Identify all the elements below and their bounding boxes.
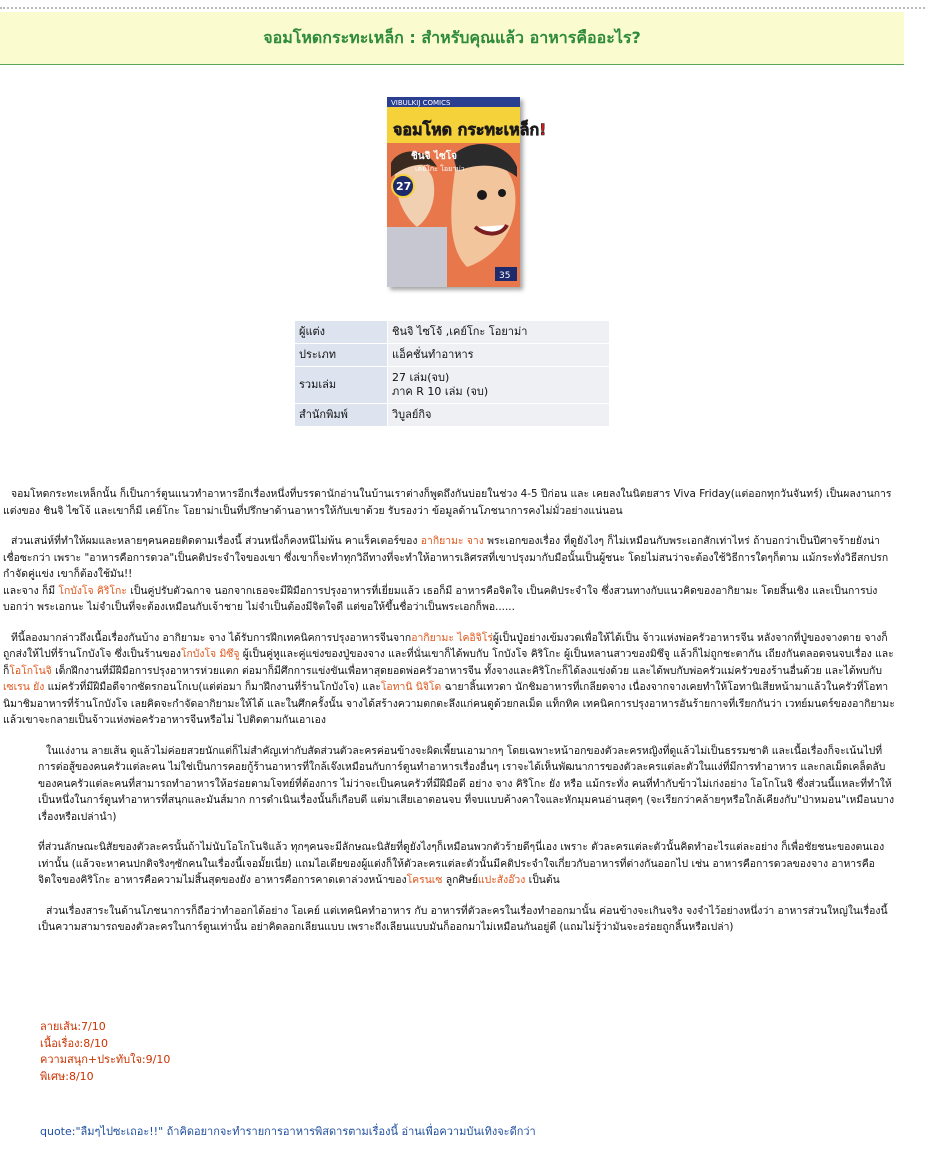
score-story: เนื้อเรื่อง:8/10 bbox=[40, 1036, 108, 1050]
info-row-volumes bbox=[295, 367, 609, 403]
cover-author-line2: เคย์โกะ โอยาม่า bbox=[415, 165, 465, 173]
character-name: โอทานิ นิจิโด bbox=[380, 681, 442, 693]
article-paragraph: ส่วนเรื่องสาระในด้านโภชนาการก็ถือว่าทำออกได้อย่าง โอเคย์ แต่เทคนิคทำอาหาร กับ อาหารที่ตัวละครในเรื่องทำออกมานั้น ค่อนข้างจะเกินจริง จงจำไว้อย่างหนึ่งว่า อาหารส่วนใหญ่ในเรื่องนี้ เป็นความสามารถของตัวละครในการ์ตูนเท่านั้น อย่าคิดลอกเลียนแบบ เพราะถึงเลียนแบบมันก็ออกมาไม่เหมือนกันอยู่ดี (แถมไม่รู้ว่ามันจะอร่อยถูกลิ้นหรือเปล่า) bbox=[38, 904, 888, 933]
info-row-genre bbox=[295, 344, 609, 366]
top-dotted-divider bbox=[0, 7, 925, 9]
review-article bbox=[0, 486, 895, 950]
cover-art bbox=[387, 97, 547, 287]
character-name: อากิยามะ จาง bbox=[420, 535, 484, 547]
article-paragraph: ในแง่งาน ลายเส้น ดูแล้วไม่ค่อยสวยนักแต่ก็ไม่สำคัญเท่ากับสัดส่วนตัวละครค่อนข้างจะผิดเพี้ยนเอามากๆ โดยเฉพาะหน้าอกของตัวละครหญิงที่ดูแล้วไม่เป็นธรรมชาติ และเนื้อเรื่องก็จะเน้นไปที่การต่อสู้ของคนครัวแต่ละคน ไม่ใช่เป็นการคอยกู้ร้านอาหารที่ใกล้เจ๊งเหมือนกับการ์ตูนทำอาหารเรื่องอื่นๆ เราจะได้เห็นพัฒนาการของตัวละครแต่ละตัวในแง่ที่มีการทำอาหาร และกลเม็ดเคล็ดลับของคนครัวแต่ละคนที่สามารถทำอาหารให้อร่อยตามโจทย์ที่ต้องการ ไม่ว่าจะเป็นคนครัวที่มีฝีมือดี อย่าง จาง คิริโกะ ยัง หรือ แม้กระทั่ง คนที่ทำกับข้าวไม่เก่งอย่าง โอโกโนจิ ซึ่งส่วนนี้แหละที่ทำให้เป็นหนึ่งในการ์ตูนทำอาหารที่สนุกและมันส์มาก การดำเนินเรื่องนั้นก็เกือบดี แต่มาเสียเอาตอนจบ ที่จบแบบค้างคาใจและหักมุมคนอ่านสุดๆ (จะเรียกว่าคล้ายๆหรือใกล้เคียงกับ"ป่าหมอน"เหมือนบางเรื่องหรือเปล่านำ) bbox=[38, 744, 895, 823]
cover-price: 35 bbox=[499, 271, 511, 281]
info-label: ผู้แต่ง bbox=[295, 321, 387, 343]
score-fun: ความสนุก+ประทับใจ:9/10 bbox=[40, 1053, 171, 1066]
info-label: ประเภท bbox=[295, 344, 387, 366]
character-name: โกบังโจ มิซึจู bbox=[180, 648, 240, 660]
review-quote: quote:"ลืมๆไปซะเถอะ!!" ถ้าคิดอยากจะทำรายการอาหารพิสดารตามเรื่องนี้ อ่านเพื่อความบันเทิงจะดีกว่า bbox=[40, 1125, 536, 1138]
cover-brand: VIBULKIJ COMICS bbox=[391, 99, 451, 107]
page-title: จอมโหดกระทะเหล็ก : สำหรับคุณแล้ว อาหารคืออะไร? bbox=[263, 27, 641, 47]
character-name: เซเรน ยัง bbox=[3, 681, 45, 693]
info-row-author bbox=[295, 321, 609, 343]
character-name: อากิยามะ ไคอิจิโร่ bbox=[411, 631, 493, 644]
info-row-publisher bbox=[295, 404, 609, 426]
article-paragraph: ส่วนเสน่ห์ที่ทำให้ผมและหลายๆคนคอยติดตามเรื่องนี้ ส่วนหนึ่งก็คงหนีไม่พ้น คาแร็คเตอร์ของ อากิยามะ จาง พระเอกของเรื่อง ที่ดูยังไงๆ ก็ไม่เหมือนกับพระเอกสักเท่าไหร่ ถ้าบอกว่าเป็นปีศาจร้ายยังน่าเชื่อซะกว่า เพราะ "อาหารคือการดวล"เป็นคติประจำใจของเขา ซึ่งเขาก็จะทำทุกวิถีทางที่จะทำให้อาหารเลิศรสที่เขาปรุงมากับมือนั้นเป็นผู้ชนะ โดยไม่สนว่าจะต้องใช้วิธีการใดๆก็ตาม แม้กระทั่งวิธีสกปรกกำจัดคู่แข่ง เขาก็ต้องใช้มัน!! และจาง ก็มี โกบังโจ คิริโกะ เป็นคู่ปรับตัวฉกาจ นอกจากเธอจะมีฝีมือการปรุงอาหารที่เยี่ยมแล้ว เธอก็มี อาหารคือจิตใจ เป็นคติประจำใจ ซึ่งสวนทางกับแนวคิดของอากิยามะ โดยสิ้นเชิง และเป็นการบ่งบอกว่า พระเอกนะ ไม่จำเป็นที่จะต้องเหมือนกับเจ้าชาย ไม่จำเป็นต้องมีจิตใจดี แต่ขอให้ขึ้นชื่อว่าเป็นพระเอกก็พอ...... bbox=[3, 535, 889, 613]
book-info-table bbox=[294, 320, 610, 427]
cover-series-title: จอมโหด กระทะเหล็ก! bbox=[393, 120, 547, 139]
character-name: แปะสังอ๊วง bbox=[477, 874, 526, 886]
score-list bbox=[40, 1019, 170, 1085]
article-paragraph: ทีนี้ลองมากล่าวถึงเนื้อเรื่องกันบ้าง อากิยามะ จาง ได้รับการฝึกเทคนิคการปรุงอาหารจีนจากอากิยามะ ไคอิจิโร่ผู้เป็นปู่อย่างเข้มงวดเพื่อให้ได้เป็น จ้าวแห่งพ่อครัวอาหารจีน หลังจากที่ปู่ของจางตาย จางก็ถูกส่งให้ไปที่ร้านโกบังโจ ซึ่งเป็นร้านของโกบังโจ มิซึจู ผู้เป็นคู่หูและคู่แข่งของปู่ของจาง และที่นั่นเขาก็ได้พบกับ โกบังโจ คิริโกะ ผู้เป็นหลานสาวของมิซึจู แล้วก็ไม่ถูกชะตากัน เถียงกันตลอดจนจบเรื่อง และก็โอโกโนจิ เด็กฝึกงานที่มีฝีมือการปรุงอาหารห่วยแตก ต่อมาก็มีศึกการแข่งขันเพื่อหาสุดยอดพ่อครัวอาหารจีน ทั้งจางและคิริโกะก็ได้ลงแข่งด้วย และได้พบกับพ่อครัวแม่ครัวของร้านอื่นด้วย และได้พบกับ เซเรน ยัง แม่ครัวที่มีฝีมือดีจากซัดรกอนโกเบ(แต่ต่อมา ก็มาฝึกงานที่ร้านโกบังโจ) และโอทานิ นิจิโด ฉายาลิ้นเทวดา นักชิมอาหารที่เกลียดจาง เนื่องจากจางเคยทำให้โอทานิเสียหน้ามาแล้วในครัวที่โอทานิมาชิมอาหารที่ร้านโกบังโจ เลยคิดจะกำจัดอากิยามะให้ได้ และในศึกครั้งนั้น จางได้สร้างความตกตะลึงแก่คนดูด้วยกลเม็ด แท็กทิค เทคนิคการปรุงอาหารอันร้ายกาจที่เรียกกันว่า เวทย์มนตร์ของอากิยามะ แล้วเขาจะกลายเป็นจ้าวแห่งพ่อครัวอาหารจีนหรือไม่ ไปติดตามกันเอาเอง bbox=[3, 631, 895, 726]
score-art: ลายเส้น:7/10 bbox=[40, 1020, 106, 1033]
book-cover-image bbox=[387, 97, 547, 287]
character-name: โกบังโจ คิริโกะ bbox=[58, 584, 127, 597]
character-name: โอโกโนจิ bbox=[9, 664, 52, 677]
info-value: แอ็คชั่นทำอาหาร bbox=[388, 344, 609, 366]
cover-volume-number: 27 bbox=[396, 180, 412, 193]
info-value-line: ภาค R 10 เล่ม (จบ) bbox=[392, 385, 489, 398]
info-label: สำนักพิมพ์ bbox=[295, 404, 387, 426]
title-bar bbox=[0, 12, 904, 65]
info-value bbox=[388, 367, 609, 403]
article-paragraph: จอมโหดกระทะเหล็กนั้น ก็เป็นการ์ตูนแนวทำอาหารอีกเรื่องหนึ่งที่บรรดานักอ่านในบ้านเราต่างก็พูดถึงกันบ่อยในช่วง 4-5 ปีก่อน และ เคยลงในนิตยสาร Viva Friday(แต่ออกทุกวันจันทร์) เป็นผลงานการแต่งของ ชินจิ ไซโจ้ และเขาก็มี เคย์โกะ โอยาม่าเป็นที่ปรึกษาด้านอาหารให้กับเขาด้วย รับรองว่า ข้อมูลด้านโภชนาการคงไม่มั่วอย่างแน่นอน bbox=[3, 488, 892, 517]
cover-author-line: ชินจิ ไซโจ bbox=[411, 151, 458, 162]
info-value: วิบูลย์กิจ bbox=[388, 404, 609, 426]
article-paragraph: ที่ส่วนลักษณะนิสัยของตัวละครนั้นถ้าไม่นับโอโกโนจิแล้ว ทุกๆคนจะมีลักษณะนิสัยที่ดูยังไงๆก็เหมือนพวกตัวร้ายดีๆนี่เอง เพราะ ตัวละครแต่ละตัวนั้นคิดทำอะไรแต่ละอย่าง ก็เพื่อชัยชนะของตนเองเท่านั้น (แล้วจะหาคนปกติจริงๆซักคนในเรื่องนี้เจอมั้ยเนี่ย) แถมไอเดียของผู้แต่งก็ให้ตัวละครแต่ละตัวนั้นมีคติประจำใจเกี่ยวกับอาหารที่ต่างกันออกไป เช่น อาหารคือการดวลของจาง อาหารคือจิตใจของคิริโกะ อาหารคือความไม่สิ้นสุดของยัง อาหารคือการคาดเดาล่วงหน้าของโครนเซ ลูกศิษย์แปะสังอ๊วง เป็นต้น bbox=[38, 841, 885, 886]
info-value-line: 27 เล่ม(จบ) bbox=[392, 371, 450, 384]
info-value: ชินจิ ไซโจ้ ,เคย์โกะ โอยาม่า bbox=[388, 321, 609, 343]
score-special: พิเศษ:8/10 bbox=[40, 1069, 94, 1083]
info-label: รวมเล่ม bbox=[295, 367, 387, 403]
character-name: โครนเซ bbox=[406, 874, 443, 886]
